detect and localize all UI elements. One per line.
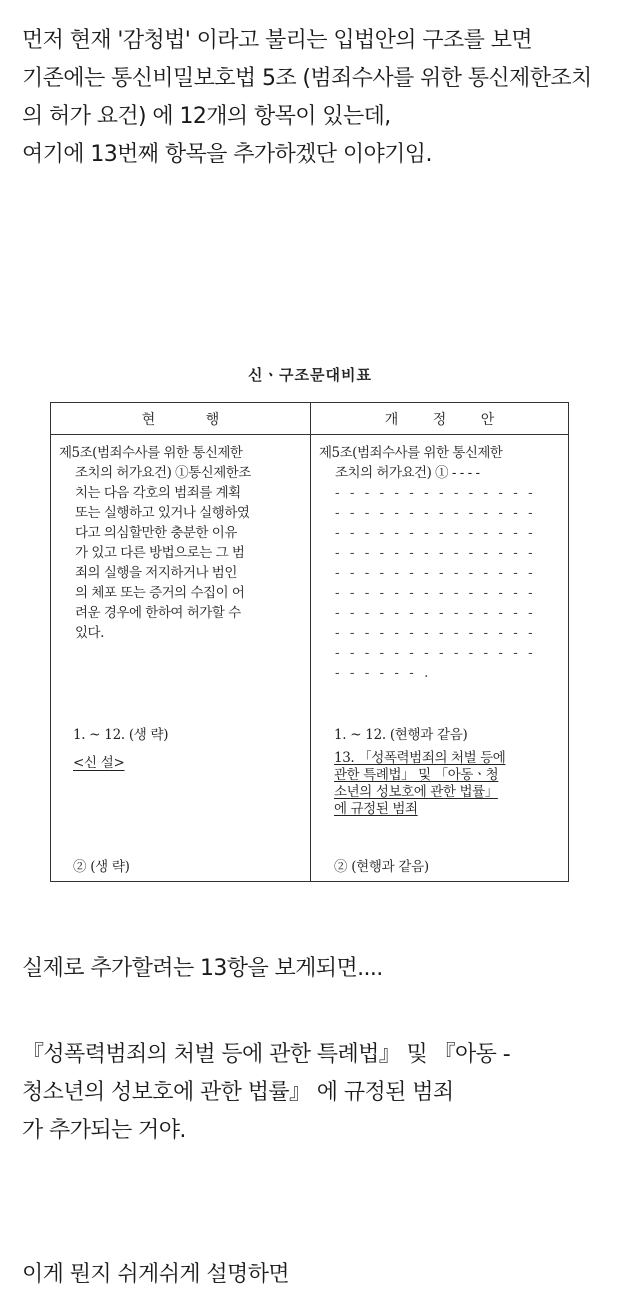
- current-line: 있다.: [75, 625, 104, 641]
- omission-dashes: - - - - - - .: [335, 665, 432, 681]
- current-line: 치는 다음 각호의 범죄를 계획: [75, 485, 241, 501]
- item13-line: 소년의 성보호에 관한 법률」: [334, 784, 498, 800]
- revised-items-1-12: 1. ~ 12. (현행과 같음): [334, 727, 468, 743]
- intro-line: 의 허가 요건) 에 12개의 항목이 있는데,: [22, 104, 391, 129]
- table-title: 신ㆍ구조문대비표: [248, 366, 372, 384]
- intro-line: 먼저 현재 '감청법' 이라고 불리는 입법안의 구조를 보면: [22, 28, 532, 53]
- omission-dashes: - - - - - - - - - - - - - -: [335, 545, 536, 561]
- quote-paragraph: [22, 1036, 622, 1150]
- new-provision-placeholder: <신 설>: [73, 755, 125, 771]
- column-divider: [310, 403, 311, 881]
- revised-line: 조치의 허가요건) ① - - - -: [335, 465, 480, 481]
- omission-dashes: - - - - - - - - - - - - - -: [335, 565, 536, 581]
- omission-dashes: - - - - - - - - - - - - - -: [335, 625, 536, 641]
- revised-item-13: [334, 750, 564, 818]
- see-item-13-text: [22, 950, 622, 988]
- current-line: 의 체포 또는 증거의 수집이 어: [75, 585, 245, 601]
- omission-dashes: - - - - - - - - - - - - - -: [335, 605, 536, 621]
- item13-line: 에 규정된 범죄: [334, 801, 418, 817]
- current-paragraph-2: ② (생 략): [73, 859, 130, 875]
- revised-paragraph-2: ② (현행과 같음): [334, 859, 429, 875]
- omission-dashes: - - - - - - - - - - - - - -: [335, 645, 536, 661]
- intro-line: 여기에 13번째 항목을 추가하겠단 이야기임.: [22, 142, 432, 167]
- intro-paragraph: [22, 22, 622, 174]
- current-line: 려운 경우에 한하여 허가할 수: [75, 605, 241, 621]
- current-line: 죄의 실행을 저지하거나 범인: [75, 565, 237, 581]
- revised-law-text: [319, 443, 564, 683]
- omission-dashes: - - - - - - - - - - - - - -: [335, 505, 536, 521]
- item13-line: 13. 「성폭력범죄의 처벌 등에: [334, 750, 506, 766]
- current-line: 제5조(범죄수사를 위한 통신제한: [59, 445, 243, 461]
- current-line: 가 있고 다른 방법으로는 그 범: [75, 545, 245, 561]
- comparison-table-image: [50, 360, 570, 882]
- quote-line: 『성폭력범죄의 처벌 등에 관한 특례법』 및 『아동 -: [22, 1042, 511, 1067]
- see-line: 실제로 추가할려는 13항을 보게되면....: [22, 956, 383, 981]
- cut-off-line: 이게 뭔지 쉬게쉬게 설명하면: [22, 1262, 290, 1287]
- header-revised: 개 정 안: [384, 412, 495, 428]
- current-line: 조치의 허가요건) ①통신제한조: [75, 465, 251, 481]
- omission-dashes: - - - - - - - - - - - - - -: [335, 585, 536, 601]
- quote-line: 가 추가되는 거야.: [22, 1118, 186, 1143]
- current-law-text: [59, 443, 299, 643]
- cut-off-text: [22, 1256, 622, 1294]
- comparison-table: [50, 402, 569, 882]
- header-current: 현 행: [141, 412, 220, 428]
- current-line: 다고 의심할만한 충분한 이유: [75, 525, 237, 541]
- omission-dashes: - - - - - - - - - - - - - -: [335, 525, 536, 541]
- intro-line: 기존에는 통신비밀보호법 5조 (범죄수사를 위한 통신제한조치: [22, 66, 592, 91]
- quote-line: 청소년의 성보호에 관한 법률』 에 규정된 범죄: [22, 1080, 454, 1105]
- current-items-1-12: 1. ~ 12. (생 략): [73, 727, 169, 743]
- revised-line: 제5조(범죄수사를 위한 통신제한: [319, 445, 503, 461]
- item13-line: 관한 특례법」 및 「아동ㆍ청: [334, 767, 499, 783]
- current-line: 또는 실행하고 있거나 실행하였: [75, 505, 250, 521]
- omission-dashes: - - - - - - - - - - - - - -: [335, 485, 536, 501]
